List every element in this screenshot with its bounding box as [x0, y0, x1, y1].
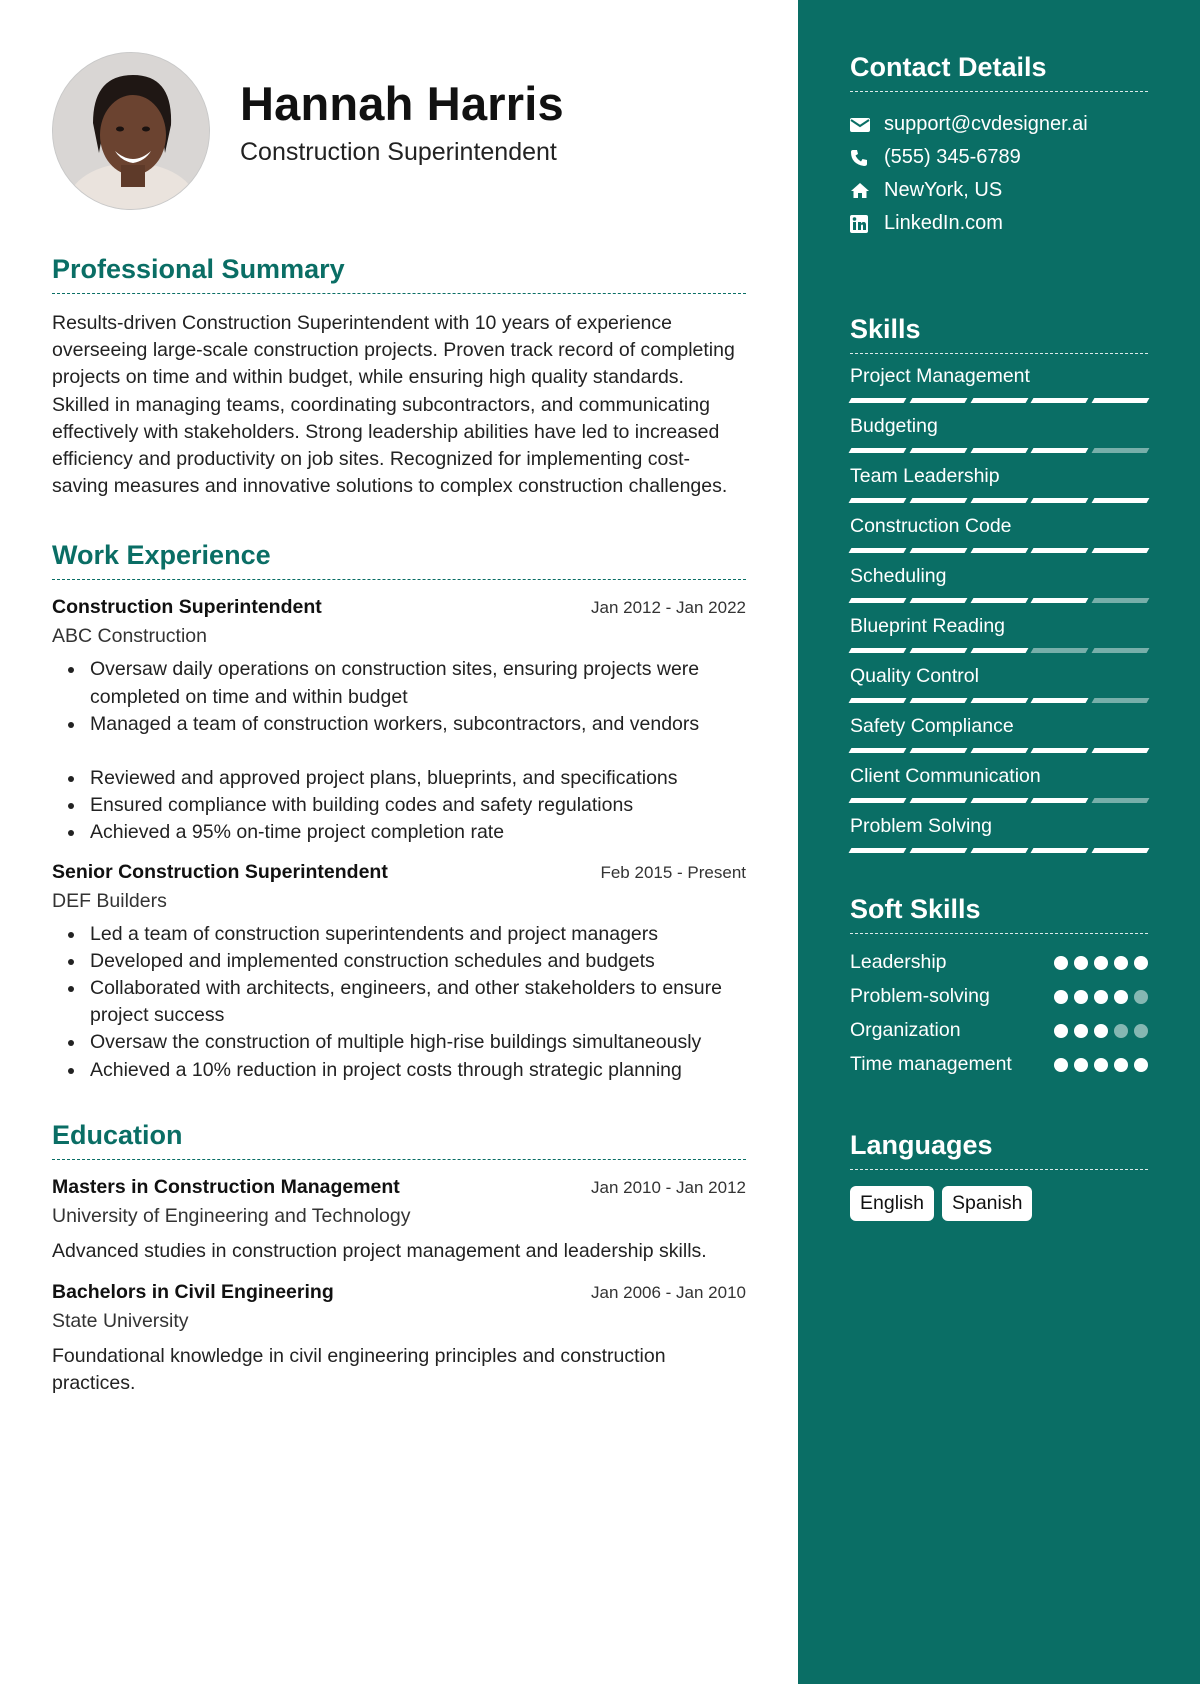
- soft-skill-rating: [1054, 1024, 1148, 1038]
- soft-skill-item: [850, 1050, 1148, 1084]
- summary-heading: Professional Summary: [52, 254, 746, 294]
- bullet-item: Oversaw daily operations on construction sites, ensuring projects were completed on time and within budget: [52, 656, 746, 710]
- skill-level-segment: [1092, 548, 1150, 553]
- skill-name: Quality Control: [850, 665, 979, 687]
- soft-skill-rating: [1054, 990, 1148, 1004]
- rating-dot: [1134, 990, 1148, 1004]
- sidebar: [798, 0, 1200, 1684]
- summary-text: Results-driven Construction Superintendent with 10 years of experience overseeing large-scale construction projects. Proven track record of completing projects on time and within budget, while ensuring high quality standards. Skilled in managing teams, coordinating subcontractors, and communicating effectively with stakeholders. Strong leadership abilities have led to increased efficiency and productivity on job sites. Recognized for implementing cost-saving measures and innovative solutions to complex construction challenges.: [52, 312, 735, 498]
- contact-text: LinkedIn.com: [884, 212, 1003, 234]
- job-bullets: [52, 656, 746, 846]
- skill-name: Blueprint Reading: [850, 615, 1006, 637]
- skill-item: [850, 414, 1148, 454]
- soft-skill-rating: [1054, 1058, 1148, 1072]
- rating-dot: [1094, 990, 1108, 1004]
- soft-skill-item: [850, 982, 1148, 1016]
- bullet-item: Oversaw the construction of multiple high-rise buildings simultaneously: [52, 1029, 746, 1056]
- rating-dot: [1134, 956, 1148, 970]
- contact-phone[interactable]: [850, 141, 1148, 174]
- rating-dot: [1114, 956, 1128, 970]
- job-company: ABC Construction: [52, 625, 207, 648]
- skill-level-segment: [909, 498, 967, 503]
- skill-name: Construction Code: [850, 515, 1012, 537]
- contact-email[interactable]: [850, 108, 1148, 141]
- skill-item: [850, 364, 1148, 404]
- contact-text: (555) 345-6789: [884, 146, 1021, 168]
- rating-dot: [1054, 1024, 1068, 1038]
- rating-dot: [1114, 990, 1128, 1004]
- skill-level-bar: [850, 748, 1148, 754]
- skill-level-segment: [909, 648, 967, 653]
- skill-level-segment: [1092, 648, 1150, 653]
- rating-dot: [1094, 1024, 1108, 1038]
- soft-skills-list: [850, 948, 1148, 1084]
- skill-level-segment: [849, 798, 907, 803]
- education-entry: [52, 1176, 746, 1265]
- contact-linkedin[interactable]: [850, 207, 1148, 240]
- work-heading: Work Experience: [52, 540, 746, 580]
- linkedin-icon: [850, 215, 884, 233]
- skill-level-segment: [1092, 848, 1150, 853]
- skill-level-segment: [909, 698, 967, 703]
- skill-level-segment: [1092, 698, 1150, 703]
- skill-level-bar: [850, 798, 1148, 804]
- contact-text: NewYork, US: [884, 179, 1003, 201]
- skill-level-segment: [970, 698, 1028, 703]
- skill-level-segment: [1031, 598, 1089, 603]
- skill-item: [850, 464, 1148, 504]
- skill-item: [850, 614, 1148, 654]
- degree-description: Foundational knowledge in civil engineering principles and construction practices.: [52, 1345, 666, 1395]
- skill-level-segment: [849, 848, 907, 853]
- skill-level-segment: [1092, 798, 1150, 803]
- degree-description: Advanced studies in construction project management and leadership skills.: [52, 1239, 707, 1262]
- skill-level-segment: [970, 398, 1028, 403]
- degree-date: Jan 2006 - Jan 2010: [590, 1283, 746, 1303]
- skill-level-segment: [849, 648, 907, 653]
- school-name: University of Engineering and Technology: [52, 1204, 411, 1227]
- skill-level-bar: [850, 448, 1148, 454]
- skill-level-bar: [850, 498, 1148, 504]
- skill-level-segment: [909, 848, 967, 853]
- soft-skill-item: [850, 948, 1148, 982]
- soft-skill-rating: [1054, 956, 1148, 970]
- skill-item: [850, 514, 1148, 554]
- rating-dot: [1054, 990, 1068, 1004]
- skill-level-segment: [909, 598, 967, 603]
- rating-dot: [1074, 1058, 1088, 1072]
- job-entry: [52, 596, 746, 846]
- school-name: State University: [52, 1310, 189, 1333]
- skill-level-segment: [970, 848, 1028, 853]
- skill-level-bar: [850, 648, 1148, 654]
- skill-level-segment: [1031, 748, 1089, 753]
- skill-level-segment: [909, 798, 967, 803]
- skill-level-segment: [909, 448, 967, 453]
- skill-level-segment: [970, 648, 1028, 653]
- skill-item: [850, 764, 1148, 804]
- job-date: Jan 2012 - Jan 2022: [590, 598, 746, 618]
- contact-location: [850, 174, 1148, 207]
- job-company: DEF Builders: [52, 889, 167, 912]
- bullet-item: Led a team of construction superintendents and project managers: [52, 921, 746, 948]
- rating-dot: [1074, 1024, 1088, 1038]
- bullet-item: Achieved a 10% reduction in project costs through strategic planning: [52, 1057, 746, 1084]
- language-tag: English: [850, 1186, 934, 1221]
- skill-level-segment: [849, 398, 907, 403]
- education-heading: Education: [52, 1120, 746, 1160]
- job-title: Senior Construction Superintendent: [52, 860, 388, 883]
- home-icon: [850, 182, 884, 199]
- skill-level-segment: [1092, 398, 1150, 403]
- rating-dot: [1114, 1024, 1128, 1038]
- soft-skill-item: [850, 1016, 1148, 1050]
- skill-level-segment: [849, 748, 907, 753]
- skill-level-segment: [970, 548, 1028, 553]
- skill-level-segment: [1092, 498, 1150, 503]
- skill-name: Budgeting: [850, 415, 938, 437]
- languages-list: [850, 1186, 1148, 1221]
- rating-dot: [1134, 1024, 1148, 1038]
- education-entry: [52, 1281, 746, 1397]
- skill-level-segment: [1031, 698, 1089, 703]
- skill-level-segment: [909, 398, 967, 403]
- avatar: [52, 52, 210, 210]
- skill-item: [850, 814, 1148, 854]
- job-title: Construction Superintendent: [52, 596, 322, 619]
- skill-level-segment: [1092, 448, 1150, 453]
- degree-date: Jan 2010 - Jan 2012: [590, 1177, 746, 1197]
- rating-dot: [1094, 1058, 1108, 1072]
- skill-level-segment: [1092, 598, 1150, 603]
- job-bullets: [52, 921, 746, 1084]
- skills-heading: Skills: [850, 314, 1148, 354]
- rating-dot: [1074, 956, 1088, 970]
- skill-level-segment: [970, 748, 1028, 753]
- skill-item: [850, 714, 1148, 754]
- envelope-icon: [850, 117, 884, 133]
- rating-dot: [1074, 990, 1088, 1004]
- skill-level-segment: [1031, 398, 1089, 403]
- soft-skill-name: Leadership: [850, 951, 947, 973]
- skill-level-segment: [849, 698, 907, 703]
- soft-skills-heading: Soft Skills: [850, 894, 1148, 934]
- skill-name: Scheduling: [850, 565, 947, 587]
- phone-icon: [850, 149, 884, 167]
- skill-level-segment: [849, 548, 907, 553]
- job-date: Feb 2015 - Present: [600, 862, 746, 882]
- degree-title: Masters in Construction Management: [52, 1175, 400, 1198]
- skill-level-segment: [849, 448, 907, 453]
- bullet-item: Collaborated with architects, engineers, and other stakeholders to ensure project success: [52, 975, 746, 1029]
- rating-dot: [1054, 956, 1068, 970]
- job-entry: [52, 861, 746, 1084]
- skill-level-segment: [1092, 748, 1150, 753]
- soft-skill-name: Problem-solving: [850, 985, 990, 1007]
- candidate-role: Construction Superintendent: [240, 138, 557, 166]
- contact-list: [850, 108, 1148, 240]
- soft-skill-name: Organization: [850, 1019, 961, 1041]
- bullet-item: Reviewed and approved project plans, blueprints, and specifications: [52, 765, 746, 792]
- skill-level-segment: [1031, 798, 1089, 803]
- skill-level-segment: [1031, 498, 1089, 503]
- bullet-item: Developed and implemented construction schedules and budgets: [52, 948, 746, 975]
- skill-level-segment: [970, 598, 1028, 603]
- skill-level-bar: [850, 398, 1148, 404]
- soft-skill-name: Time management: [850, 1053, 1012, 1075]
- rating-dot: [1134, 1058, 1148, 1072]
- degree-title: Bachelors in Civil Engineering: [52, 1281, 334, 1304]
- skill-name: Client Communication: [850, 765, 1041, 787]
- skill-level-bar: [850, 698, 1148, 704]
- skill-level-segment: [970, 498, 1028, 503]
- skill-level-bar: [850, 848, 1148, 854]
- skill-item: [850, 664, 1148, 704]
- skill-level-segment: [1031, 448, 1089, 453]
- bullet-item: Managed a team of construction workers, subcontractors, and vendors: [52, 711, 746, 738]
- skill-level-segment: [1031, 848, 1089, 853]
- skill-name: Problem Solving: [850, 815, 992, 837]
- contact-text: support@cvdesigner.ai: [884, 113, 1088, 135]
- skill-level-segment: [849, 498, 907, 503]
- skill-level-segment: [909, 748, 967, 753]
- rating-dot: [1054, 1058, 1068, 1072]
- bullet-item: Achieved a 95% on-time project completion rate: [52, 819, 746, 846]
- resume-header: [52, 0, 746, 214]
- skills-list: [850, 364, 1148, 854]
- skill-level-segment: [909, 548, 967, 553]
- skill-level-bar: [850, 598, 1148, 604]
- skill-level-segment: [970, 798, 1028, 803]
- skill-name: Project Management: [850, 365, 1030, 387]
- rating-dot: [1114, 1058, 1128, 1072]
- language-tag: Spanish: [942, 1186, 1032, 1221]
- skill-level-bar: [850, 548, 1148, 554]
- rating-dot: [1094, 956, 1108, 970]
- skill-level-segment: [849, 598, 907, 603]
- contact-heading: Contact Details: [850, 52, 1148, 92]
- skill-level-segment: [1031, 648, 1089, 653]
- skill-level-segment: [970, 448, 1028, 453]
- skill-item: [850, 564, 1148, 604]
- skill-name: Team Leadership: [850, 465, 1000, 487]
- profile-photo: [53, 53, 210, 210]
- candidate-name: Hannah Harris: [240, 77, 564, 130]
- skill-name: Safety Compliance: [850, 715, 1014, 737]
- languages-heading: Languages: [850, 1130, 1148, 1170]
- skill-level-segment: [1031, 548, 1089, 553]
- bullet-item: Ensured compliance with building codes and safety regulations: [52, 792, 746, 819]
